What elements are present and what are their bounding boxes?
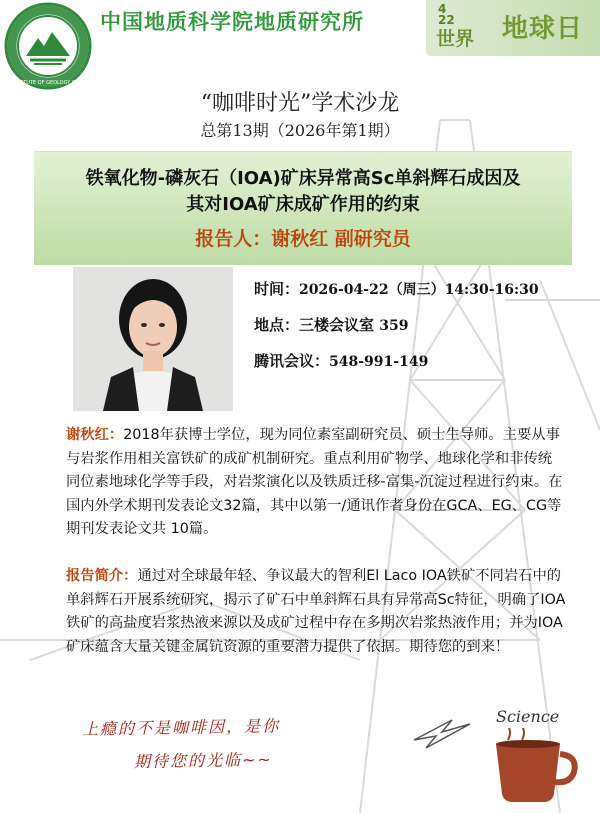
abstract-text: 通过对全球最年轻、争议最大的智利El Laco IOA铁矿不同岩石中的单斜辉石开展系统研究，揭示了矿石中单斜辉石具有异常高Sc特征，明确了IOA铁矿的高盐度岩浆热液来源以及成矿过程中存在多期次岩浆热液作用；并为IOA矿床蕴含大量关键金属钪资源的重要潜力提供了依据。期待您的到来！ (66, 568, 566, 655)
svg-text:INSTITUTE OF GEOLOGY CAGS: INSTITUTE OF GEOLOGY CAGS (10, 80, 86, 86)
talk-title-box (34, 151, 572, 265)
place-row (254, 314, 408, 335)
speaker-photo (73, 267, 233, 411)
speaker-bio (66, 424, 566, 542)
time-row (254, 278, 539, 299)
bio-text: 2018年获博士学位，现为同位素室副研究员、硕士生导师。主要从事与岩浆作用相关富铁矿的成矿机制研究。重点利用矿物学、地球化学和非传统同位素地球化学等手段，对岩浆演化以及铁质迁移-富集-沉淀过程进行约束。在国内外学术期刊发表论文32篇，其中以第一/通讯作者身份在GCA、EG、CG等期刊发表论文共 10篇。 (66, 427, 563, 537)
talk-title-line1: 铁氧化物-磷灰石（IOA)矿床异常高Sc单斜辉石成因及 (85, 168, 521, 189)
meeting-value: 548-991-149 (329, 354, 429, 370)
coffee-cup-icon (486, 728, 582, 808)
footer-slogan-line2: 期待您的光临~~ (133, 749, 274, 772)
institute-logo (4, 2, 92, 90)
place-label: 地点：三楼会议室 (254, 316, 380, 334)
speaker-line: 报告人：谢秋红 副研究员 (195, 228, 411, 250)
earth-day-world: 世界 (436, 28, 475, 50)
talk-title-line2: 其对IOA矿床成矿作用的约束 (186, 194, 420, 215)
swoosh-icon (412, 712, 472, 752)
time-label: 时间： (254, 280, 300, 298)
time-value: 2026-04-22（周三）14:30-16:30 (299, 282, 539, 298)
issue-number: 总第13期（2026年第1期） (200, 121, 400, 140)
earth-day-banner (426, 0, 600, 56)
meeting-row (254, 350, 428, 371)
science-label: Science (496, 707, 560, 726)
earth-day-date: 4 22 (438, 2, 455, 27)
place-value: 359 (379, 318, 409, 334)
series-title: “咖啡时光”学术沙龙 (200, 91, 400, 116)
bio-label: 谢秋红： (66, 427, 124, 443)
earth-day-title: 地球日 (502, 14, 584, 44)
abstract-label: 报告简介： (66, 568, 138, 584)
talk-abstract (66, 565, 566, 659)
meeting-label: 腾讯会议： (254, 352, 330, 370)
institute-name: 中国地质科学院地质研究所 (100, 10, 364, 34)
footer-slogan-line1: 上瘾的不是咖啡因，是你 (81, 716, 281, 739)
